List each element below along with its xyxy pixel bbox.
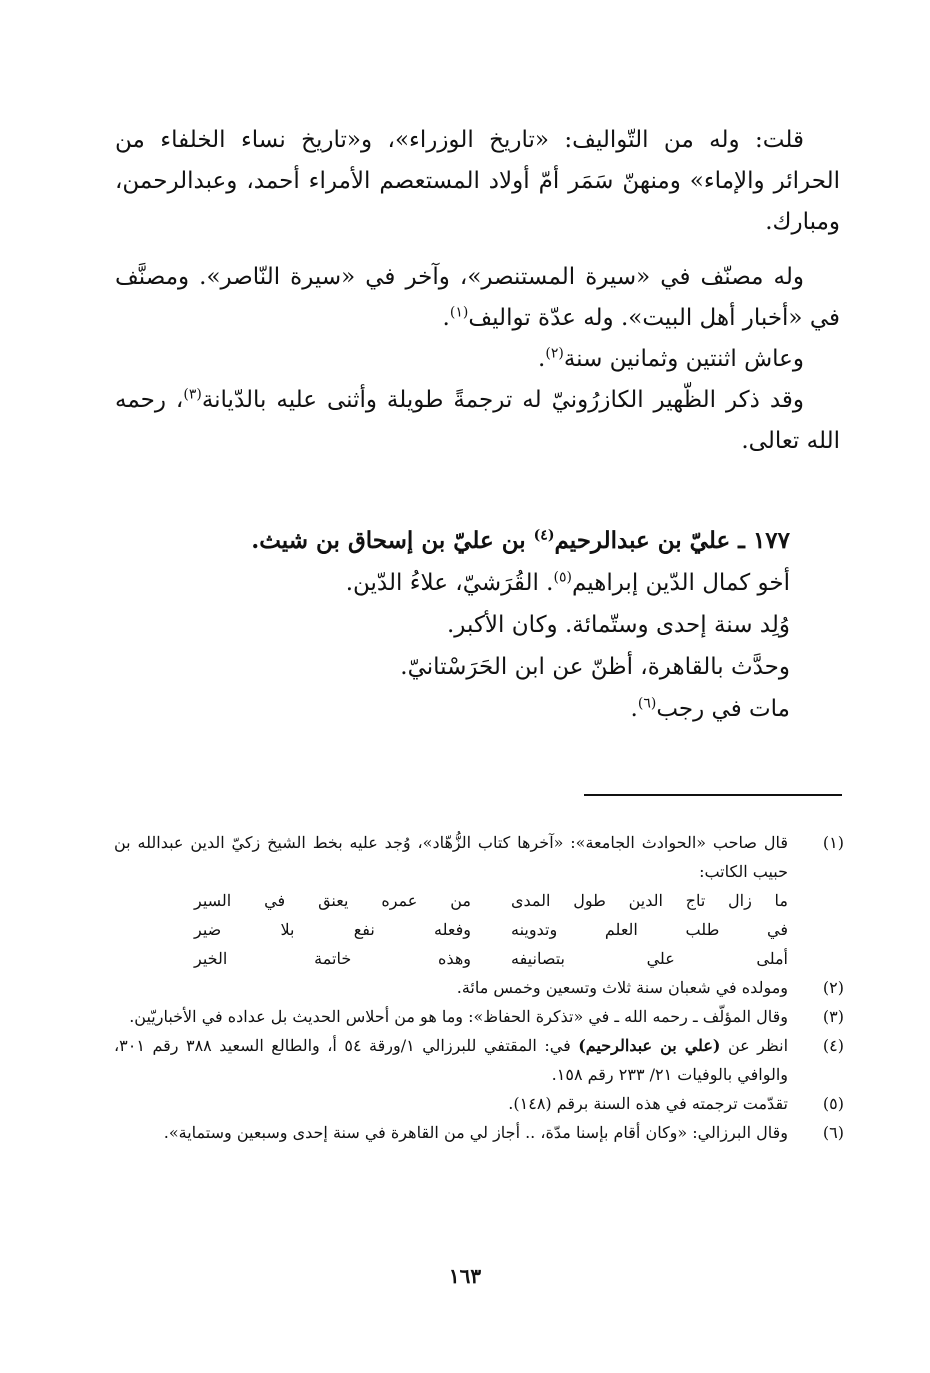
footnote-2	[114, 973, 844, 1002]
main-text	[115, 120, 840, 462]
footnote-divider	[584, 794, 842, 796]
footnotes	[114, 828, 844, 1147]
footnote-ref-4[interactable]: (٤)	[533, 527, 555, 544]
paragraph-3: وعاش اثنتين وثمانين سنة$^{(٢)}$.	[538, 345, 804, 372]
verse-hemistich: ما زال تاج الدين طول المدى	[511, 891, 788, 910]
footnote-text: قال صاحب «الحوادث الجامعة»: «آخرها كتاب الزُّهّاد»، وُجد عليه بخط الشيخ زكيّ الدين عبدالله بن حبيب الكاتب:	[114, 833, 789, 881]
footnote-ref-1[interactable]: (١)	[449, 304, 469, 321]
footnote-4	[114, 1031, 844, 1089]
entry-line-3: وحدَّث بالقاهرة، أظنّ عن ابن الحَرَسْتانيّ.	[400, 654, 790, 680]
paragraph-4: وقد ذكر الظّهير الكازرُونيّ له ترجمةً طويلة وأثنى عليه بالدّيانة$^{(٣)}$، رحمه الله تعالى.	[115, 386, 840, 454]
poem-verses	[114, 886, 844, 973]
entry-line-4: مات في رجب$^{(٦)}$.	[630, 695, 790, 722]
footnote-text: وقال البرزالي: «وكان أقام بإسنا مدّة، .. أجاز لي من القاهرة في سنة إحدى وسبعين وستماية».	[163, 1123, 788, 1142]
verse-hemistich: أملى علي بتصانيفه	[511, 949, 788, 968]
footnote-ref-2[interactable]: (٢)	[545, 345, 564, 362]
biography-entry	[110, 520, 790, 730]
footnote-number: (٤)	[822, 1036, 844, 1055]
verse-hemistich: وهذه خاتمة الخير	[194, 949, 471, 968]
footnote-1	[114, 828, 844, 886]
footnote-text: ومولده في شعبان سنة ثلاث وتسعين وخمس مائة.	[456, 978, 788, 997]
paragraph-2: وله مصنّف في «سيرة المستنصر»، وآخر في «سيرة النّاصر». ومصنَّف في «أخبار أهل البيت». وله عدّة تواليف$^{(١)}$.	[115, 264, 840, 331]
footnote-number: (٢)	[822, 978, 844, 997]
footnote-text: وقال المؤلّف ـ رحمه الله ـ في «تذكرة الحفاظ»: وما هو من أحلاس الحديث بل عداده في الأخباريّين.	[129, 1007, 788, 1026]
verse-hemistich: في طلب العلم وتدوينه	[511, 920, 788, 939]
footnote-ref-6[interactable]: (٦)	[637, 695, 657, 712]
footnote-number: (٦)	[822, 1123, 844, 1142]
entry-heading: ١٧٧ ـ عليّ بن عبدالرحيم$^{(٤)}$ بن عليّ بن إسحاق بن شيث.	[251, 527, 790, 554]
footnote-text: تقدّمت ترجمته في هذه السنة برقم (١٤٨).	[508, 1094, 788, 1113]
footnote-3	[114, 1002, 844, 1031]
verse-hemistich: وفعله نفع بلا ضير	[194, 920, 471, 939]
footnote-number: (١)	[822, 833, 844, 852]
entry-line-1: أخو كمال الدّين إبراهيم$^{(٥)}$. القُرَشيّ، علاءُ الدّين.	[345, 569, 790, 596]
entry-line-2: وُلِد سنة إحدى وستّمائة. وكان الأكبر.	[447, 612, 790, 638]
footnote-ref-3[interactable]: (٣)	[183, 386, 202, 403]
footnote-number: (٣)	[822, 1007, 844, 1026]
verse-hemistich: من عمره يعنق في السير	[194, 891, 471, 910]
footnote-6	[114, 1118, 844, 1147]
page-number: ١٦٣	[448, 1264, 482, 1288]
footnote-5	[114, 1089, 844, 1118]
footnote-text: انظر عن (علي بن عبدالرحيم) في: المقتفي للبرزالي ١/ورقة ٥٤ أ، والطالع السعيد ٣٨٨ رقم ٣٠١، والوافي بالوفيات ٢١/ ٢٣٣ رقم ١٥٨.	[114, 1036, 789, 1084]
footnote-ref-5[interactable]: (٥)	[553, 569, 572, 586]
paragraph-1: قلت: وله من التّواليف: «تاريخ الوزراء»، و«تاريخ نساء الخلفاء من الحرائر والإماء» ومنهنّ سَمَر أمّ أولاد المستعصم الأمراء أحمد، وعبدالرحمن، ومبارك.	[115, 127, 840, 235]
footnote-number: (٥)	[822, 1094, 844, 1113]
